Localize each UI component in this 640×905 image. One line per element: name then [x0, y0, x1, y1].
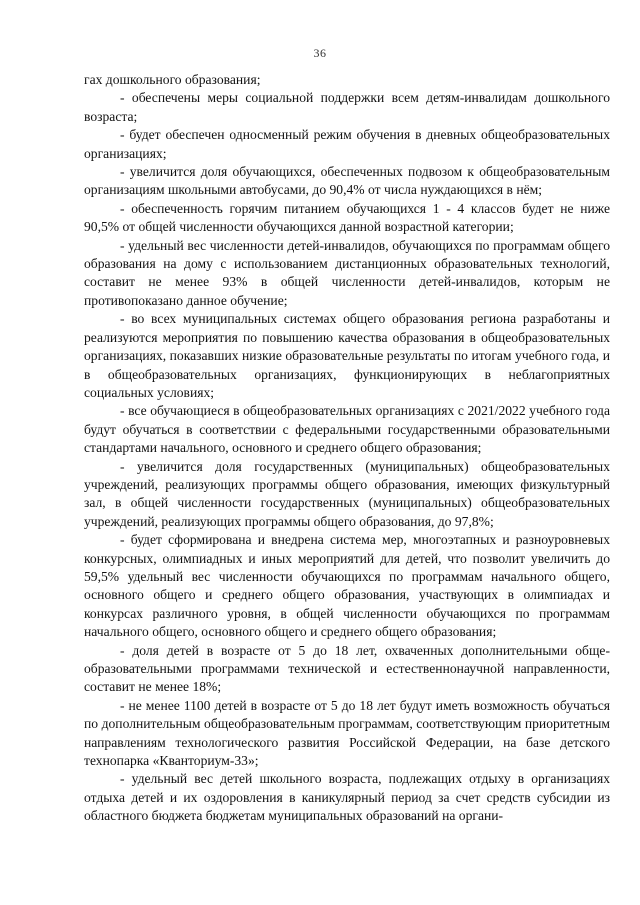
paragraph: - увеличится доля государственных (муниципальных) общеобразовательных учреждений, реализующих программы общего образования, имеющих физкультурный зал, в общей численности государственных (муниципальных) общеобразовательных учреждений, реализующих программы общего образования, до 97,8%;: [84, 458, 610, 529]
paragraph: - во всех муниципальных системах общего образования региона разработаны и реализуются мероприятия по повышению качества образования в общеобразовательных организациях, показавших низкие образовательные результаты по итогам учебного года, и в общеобразовательных организациях, функционирующих в неблагоприятных социальных условиях;: [84, 311, 610, 400]
paragraph: - увеличится доля обучающихся, обеспеченных подвозом к общеобразовательным организациям школьными автобусами, до 90,4% от числа нуждающихся в нём;: [84, 164, 610, 198]
paragraph: - доля детей в возрасте от 5 до 18 лет, охваченных дополнительными общеобразовательными программами технической и естественнонаучной направленности, составит не менее 18%;: [84, 642, 610, 695]
page-number: 36: [313, 46, 327, 60]
paragraph: - будет обеспечен односменный режим обучения в дневных общеобразовательных организациях;: [84, 127, 610, 161]
paragraph: - удельный вес численности детей-инвалидов, обучающихся по программам общего образования на дому с использованием дистанционных образовательных технологий, составит не менее 93% в общей численности детей-инвалидов, которым не противопоказано данное обучение;: [84, 237, 610, 308]
paragraph: - обеспечены меры социальной поддержки всем детям-инвалидам дошкольного возраста;: [84, 90, 610, 124]
paragraph: - будет сформирована и внедрена система мер, многоэтапных и разноуровневых конкурсных, олимпиадных и иных мероприятий для детей, что позволит увеличить до 59,5% удельный вес численности обучающихся по программам начального общего, основного общего и среднего общего образования, участвующих в олимпиадах и конкурсах различного уровня, в общей численности обучающихся по программам начального общего, основного общего и среднего общего образования;: [84, 532, 610, 640]
paragraph: - все обучающиеся в общеобразовательных организациях с 2021/2022 учебного года будут обучаться в соответствии с федеральными государственными образовательными стандартами начального, основного и среднего общего образования;: [84, 403, 610, 456]
paragraph-continuation: гах дошкольного образования;: [84, 72, 261, 87]
paragraph: - не менее 1100 детей в возрасте от 5 до 18 лет будут иметь возможность обучаться по дополнительным общеобразовательным программам, соответствующим приоритетным направлениям технологического развития Российской Федерации, на базе детского технопарка «Кванториум-33»;: [84, 697, 610, 769]
document-body: [84, 71, 610, 826]
paragraph: - удельный вес детей школьного возраста, подлежащих отдыху в организациях отдыха детей и их оздоровления в каникулярный период за счет средств субсидии из областного бюджета бюджетам муниципальных образований на органи-: [84, 771, 610, 824]
paragraph: - обеспеченность горячим питанием обучающихся 1 - 4 классов будет не ниже 90,5% от общей численности обучающихся данной возрастной категории;: [84, 200, 610, 235]
